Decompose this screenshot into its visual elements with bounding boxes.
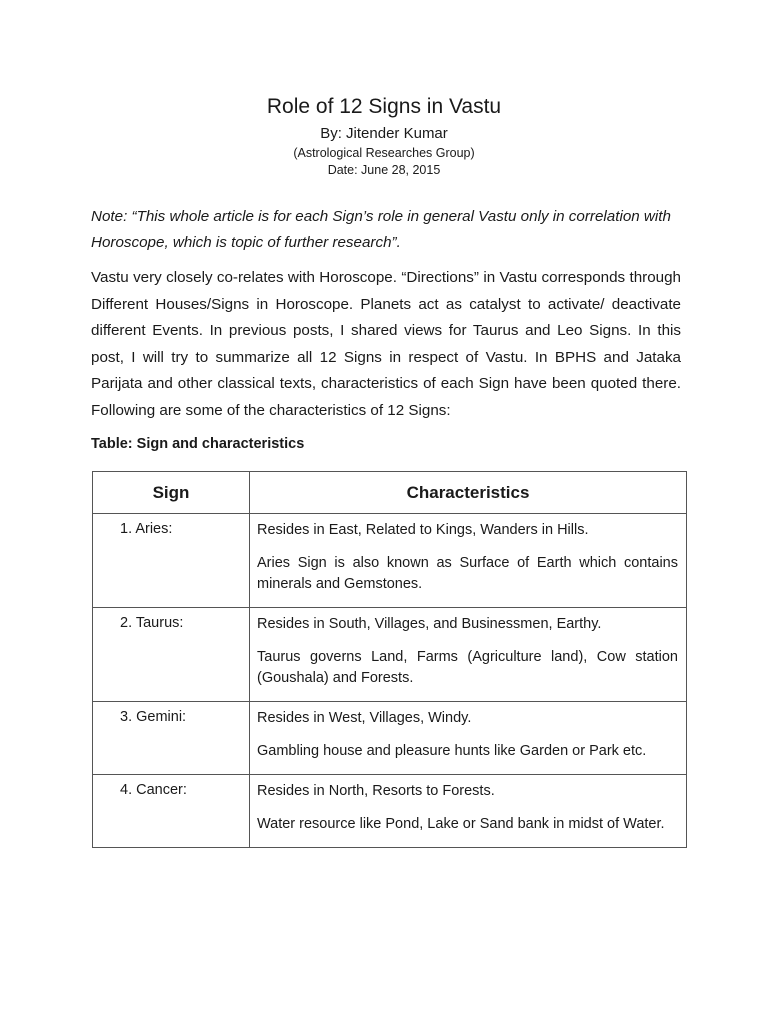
table-row [93,702,687,775]
document-title: Role of 12 Signs in Vastu [266,95,502,118]
sign-cell: 2. Taurus: [93,608,250,702]
characteristics-detail: Taurus governs Land, Farms (Agriculture land), Cow station (Goushala) and Forests. [257,649,678,686]
characteristics-cell [250,775,687,848]
author-line: By: Jitender Kumar [320,125,448,142]
sign-cell: 4. Cancer: [93,775,250,848]
characteristics-line: Resides in South, Villages, and Businessmen, Earthy. [257,616,602,632]
characteristics-cell [250,702,687,775]
intro-paragraph: Vastu very closely co-relates with Horoscope. “Directions” in Vastu corresponds through Different Houses/Signs in Horoscope. Planets act as catalyst to activate/ deactivate different Events. In previous posts, I shared views for Taurus and Leo Signs. In this post, I will try to summarize all 12 Signs in respect of Vastu. In BPHS and Jataka Parijata and other classical texts, characteristics of each Sign have been quoted there. Following are some of the characteristics of 12 Signs: [91,269,681,419]
header-sign: Sign [93,472,250,514]
header-characteristics: Characteristics [250,472,687,514]
table-row [93,775,687,848]
table-row [93,514,687,608]
group-line: (Astrological Researches Group) [293,146,475,160]
sign-cell: 1. Aries: [93,514,250,608]
note-paragraph: Note: “This whole article is for each Sign’s role in general Vastu only in correlation with Horoscope, which is topic of further research”. [91,208,671,251]
characteristics-detail: Gambling house and pleasure hunts like Garden or Park etc. [257,743,647,759]
characteristics-cell [250,514,687,608]
sign-characteristics-table [92,471,687,848]
characteristics-line: Resides in North, Resorts to Forests. [257,783,495,799]
characteristics-line: Resides in East, Related to Kings, Wanders in Hills. [257,522,589,538]
table-header-row [93,472,687,514]
table-caption: Table: Sign and characteristics [91,436,305,452]
date-line: Date: June 28, 2015 [327,163,441,177]
characteristics-line: Resides in West, Villages, Windy. [257,710,472,726]
characteristics-detail: Water resource like Pond, Lake or Sand bank in midst of Water. [257,816,665,832]
sign-cell: 3. Gemini: [93,702,250,775]
table-row [93,608,687,702]
characteristics-cell [250,608,687,702]
characteristics-detail: Aries Sign is also known as Surface of Earth which contains minerals and Gemstones. [257,555,678,592]
